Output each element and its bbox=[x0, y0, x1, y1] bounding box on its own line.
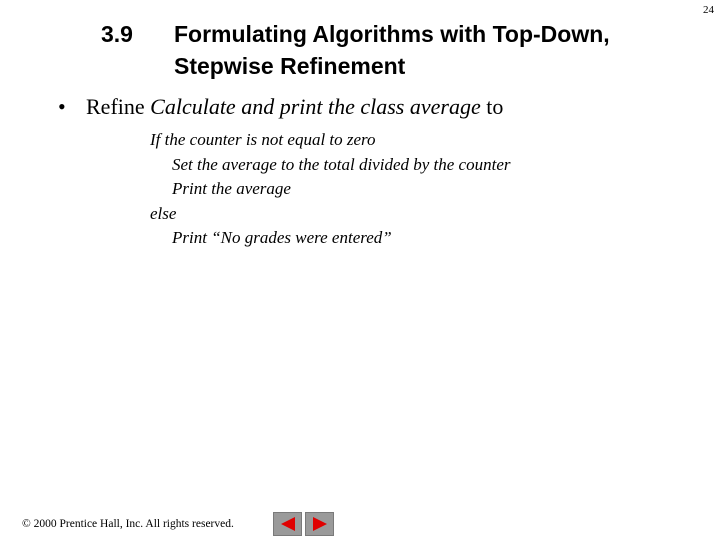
pseudocode-line: Set the average to the total divided by the counter bbox=[172, 154, 511, 174]
slide-navigation bbox=[273, 512, 334, 536]
pseudocode-line: Print “No grades were entered” bbox=[172, 228, 392, 247]
triangle-right-icon bbox=[311, 517, 329, 531]
pseudocode-line: Print the average bbox=[172, 179, 291, 198]
previous-slide-button[interactable] bbox=[273, 512, 302, 536]
section-number: 3.9 bbox=[101, 21, 133, 47]
triangle-left-icon bbox=[279, 517, 297, 531]
bullet-point bbox=[58, 92, 503, 122]
bullet-suffix: to bbox=[486, 94, 504, 119]
next-slide-button[interactable] bbox=[305, 512, 334, 536]
bullet-icon: • bbox=[58, 94, 66, 119]
slide-number: 24 bbox=[703, 4, 714, 16]
copyright-footer: © 2000 Prentice Hall, Inc. All rights reserved. bbox=[22, 518, 234, 530]
bullet-prefix: Refine bbox=[86, 94, 145, 119]
pseudocode-block bbox=[150, 128, 510, 251]
pseudocode-line: else bbox=[150, 203, 177, 223]
pseudocode-line: If the counter is not equal to zero bbox=[150, 130, 376, 149]
bullet-emphasis: Calculate and print the class average bbox=[150, 94, 481, 119]
slide-title: Formulating Algorithms with Top-Down, Stepwise Refinement bbox=[174, 21, 610, 79]
